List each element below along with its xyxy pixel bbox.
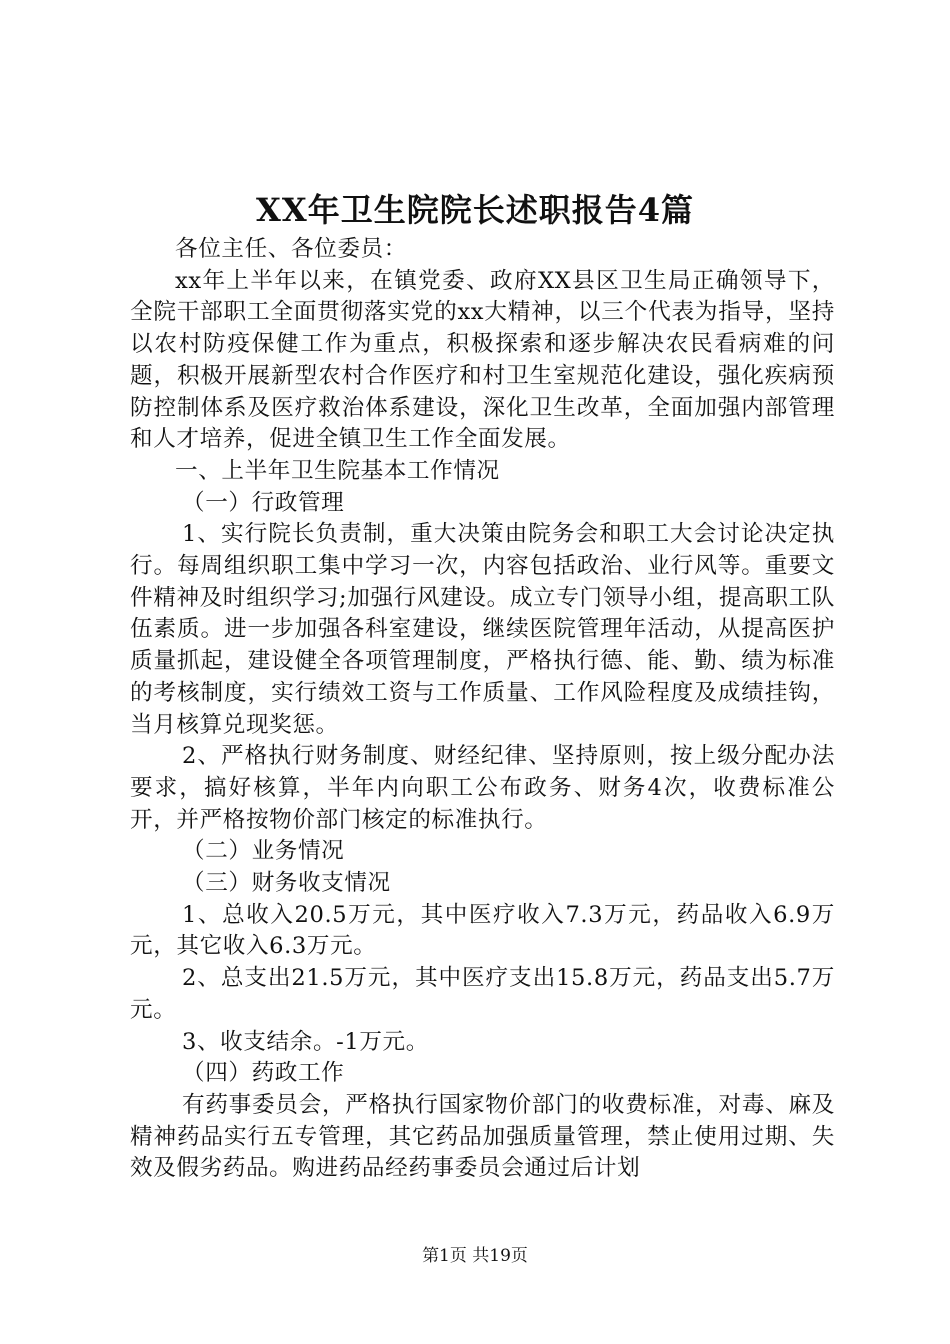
- paragraph-item-1-1: 1、实行院长负责制，重大决策由院务会和职工大会讨论决定执行。每周组织职工集中学习一次，内容包括政治、业行风等。重要文件精神及时组织学习;加强行风建设。成立专门领导小组，提高职工队伍素质。进一步加强各科室建设，继续医院管理年活动，从提高医护质量抓起，建设健全各项管理制度，严格执行德、能、勤、绩为标准的考核制度，实行绩效工资与工作质量、工作风险程度及成绩挂钩，当月核算兑现奖惩。: [130, 521, 835, 738]
- paragraph-item-3-3: 3、收支结余。-1万元。: [182, 1028, 429, 1055]
- section-heading-1: 一、上半年卫生院基本工作情况: [175, 457, 500, 484]
- document-body: [130, 234, 835, 1185]
- paragraph-item-1-2: 2、严格执行财务制度、财经纪律、坚持原则，按上级分配办法要求，搞好核算，半年内向职工公布政务、财务4次，收费标准公开，并严格按物价部门核定的标准执行。: [130, 743, 835, 833]
- paragraph-item-4-body: 有药事委员会，严格执行国家物价部门的收费标准，对毒、麻及精神药品实行五专管理，其它药品加强质量管理，禁止使用过期、失效及假劣药品。购进药品经药事委员会通过后计划: [130, 1091, 835, 1182]
- paragraph-intro: xx年上半年以来，在镇党委、政府XX县区卫生局正确领导下，全院干部职工全面贯彻落实党的xx大精神，以三个代表为指导，坚持以农村防疫保健工作为重点，积极探索和逐步解决农民看病难的问题，积极开展新型农村合作医疗和村卫生室规范化建设，强化疾病预防控制体系及医疗救治体系建设，深化卫生改革，全面加强内部管理和人才培养，促进全镇卫生工作全面发展。: [130, 267, 835, 453]
- subsection-heading-4: （四）药政工作: [182, 1060, 345, 1087]
- subsection-heading-1: （一）行政管理: [182, 489, 345, 516]
- document-title: XX年卫生院院长述职报告4篇: [256, 191, 694, 229]
- paragraph-item-3-1: 1、总收入20.5万元，其中医疗收入7.3万元，药品收入6.9万元，其它收入6.3万元。: [130, 901, 835, 960]
- subsection-heading-3: （三）财务收支情况: [182, 870, 391, 897]
- paragraph-item-3-2: 2、总支出21.5万元，其中医疗支出15.8万元，药品支出5.7万元。: [130, 965, 835, 1023]
- subsection-heading-2: （二）业务情况: [182, 838, 345, 865]
- page-footer: 第1页 共19页: [422, 1246, 528, 1266]
- salutation: 各位主任、各位委员：: [175, 236, 407, 262]
